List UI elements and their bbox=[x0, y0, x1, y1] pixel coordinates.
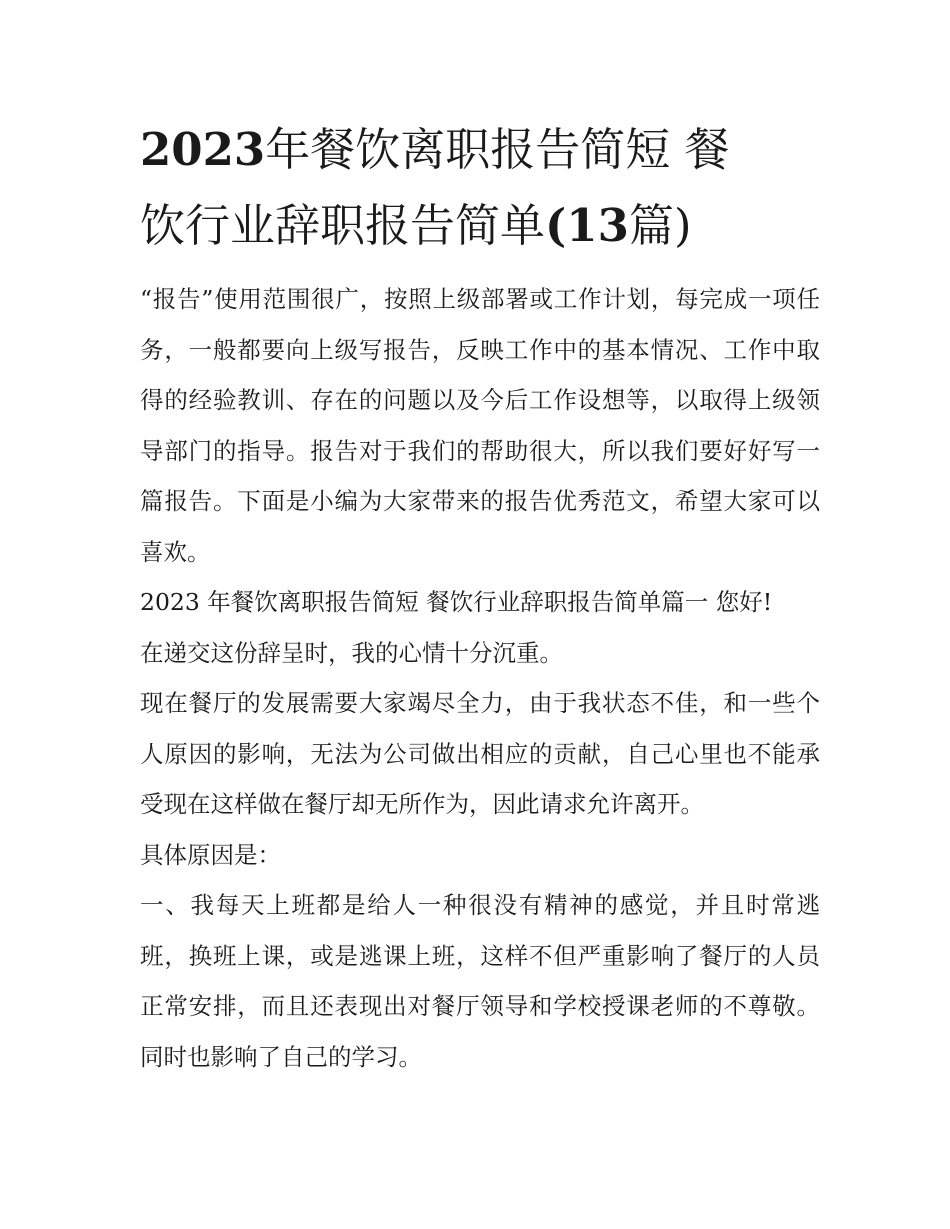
paragraph: 具体原因是： bbox=[140, 840, 281, 869]
paragraph: 在递交这份辞呈时，我的心情十分沉重。 bbox=[140, 638, 563, 667]
title-text-2: 饮行业辞职报告简单 bbox=[140, 199, 546, 252]
title-text-1: 年餐饮离职报告简短 餐 bbox=[265, 123, 730, 176]
document-page bbox=[140, 112, 820, 1082]
paragraph-section-heading: 2023 年餐饮离职报告简短 餐饮行业辞职报告简单篇一 您好! bbox=[140, 588, 773, 616]
document-title bbox=[140, 112, 820, 264]
paragraph-intro: “报告”使用范围很广，按照上级部署或工作计划，每完成一项任务，一般都要向上级写报告，反映工作中的基本情况、工作中取得的经验教训、存在的问题以及今后工作设想等，以取得上级领导部门的指导。报告对于我们的帮助很大，所以我们要好好写一篇报告。下面是小编为大家带来的报告优秀范文，希望大家可以喜欢。 bbox=[140, 285, 820, 566]
title-count: (13 bbox=[545, 199, 629, 252]
paragraph: 一、我每天上班都是给人一种很没有精神的感觉，并且时常逃班，换班上课，或是逃课上班，这样不但严重影响了餐厅的人员正常安排，而且还表现出对餐厅领导和学校授课老师的不尊敬。同时也影响了自己的学习。 bbox=[140, 891, 820, 1071]
title-line-1 bbox=[140, 112, 820, 188]
title-line-2 bbox=[140, 188, 820, 264]
document-body bbox=[140, 274, 820, 1082]
title-end: 篇) bbox=[628, 199, 692, 252]
title-year: 2023 bbox=[140, 123, 266, 176]
paragraph: 现在餐厅的发展需要大家竭尽全力，由于我状态不佳，和一些个人原因的影响，无法为公司做出相应的贡献，自己心里也不能承受现在这样做在餐厅却无所作为，因此请求允许离开。 bbox=[140, 689, 820, 818]
